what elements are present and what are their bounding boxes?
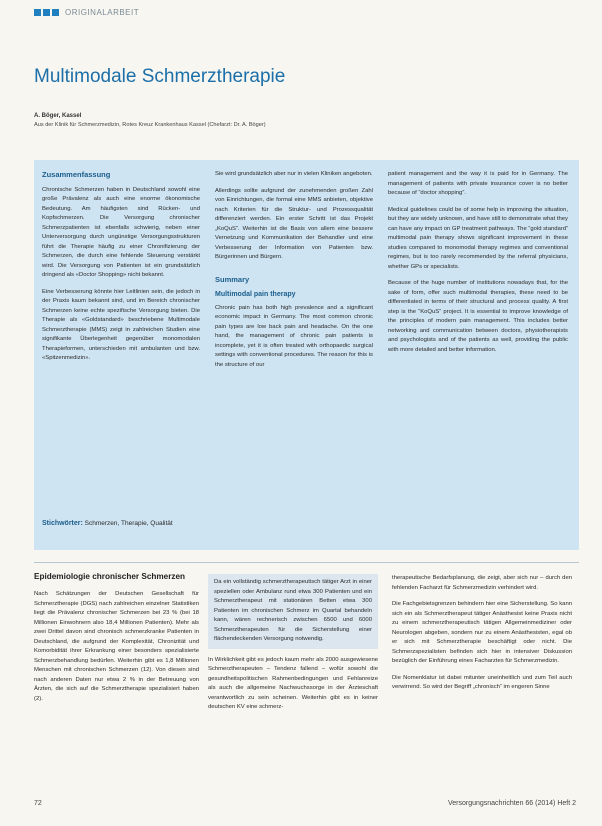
article-title: Multimodale Schmerztherapie (34, 66, 286, 87)
summary-subheading: Multimodal pain therapy (215, 291, 296, 298)
body-column-2 (208, 574, 378, 720)
abstract-german-continued (215, 170, 373, 377)
summary-heading: Summary (215, 274, 250, 284)
summary-paragraph: Medical guidelines could be of some help in improving the situation, but they are widely unknown, and have still to demonstrate what they can have any impact on GP treatment pathways. The “gold standard” multimodal pain therapy shows significant improvement in these studies compared to monomodal therapy regimes and conventional regimes, but is too rarely recommended by the referral physicians, whether GPs or specialists. (388, 206, 568, 270)
info-box-text: Da ein vollständig schmerztherapeutisch tätiger Arzt in einer speziellen oder Ambulanz rund etwa 300 Patienten und ein Schmerztherapeut mit stationären Betten etwa 300 Patienten im chronischen Schmerz im Quartal behandeln kann, wären rechnerisch zwischen 6500 und 6000 Schmerztherapeuten für die Sicherstellung einer flächendeckenden Versorgung notwendig. (214, 579, 372, 642)
body-paragraph: In Wirklichkeit gibt es jedoch kaum mehr als 2000 ausgewiesene Schmerztherapeuten – Tendenz fallend – wofür sowohl die gesundheitspolitischen Rahmenbedingungen und Fehlanreize als auch die allgemeine Nachwuchssorge in der Ärzteschaft verantwortlich zu sein scheinen. Weiterhin gibt es in keiner deutschen KV eine schmerz- (208, 656, 378, 710)
info-box (208, 574, 378, 649)
abstract-paragraph: Sie wird grundsätzlich aber nur in vielen Kliniken angeboten. (215, 171, 373, 177)
header-square-icon (52, 9, 59, 16)
keywords-value: Schmerzen, Therapie, Qualität (84, 520, 173, 527)
summary-paragraph: Chronic pain has both high prevalence and a significant economic impact in Germany. The most common chronic pain types are low back pain and headache. On the one hand, the management of chronic pain patients is incomplete, yet it is often treated with orthopaedic surgical settings with conventional procedures. The reason for this is the structure of our (215, 304, 373, 368)
body-paragraph: therapeutische Bedarfsplanung, die zeigt, aber sich nur – durch den fehlenden Facharzt für Schmerzmedizin verhindert wird. (392, 575, 572, 591)
article-affiliation: Aus der Klinik für Schmerzmedizin, Rotes Kreuz Krankenhaus Kassel (Chefarzt: Dr. A. Böger) (34, 122, 266, 128)
section-header (34, 8, 139, 17)
summary-paragraph: patient management and the way it is paid for in Germany. The management of patients with private insurance cover is no better because of “doctor shopping”. (388, 171, 568, 196)
abstract-paragraph: Eine Verbesserung könnte hier Leitlinien sein, die jedoch in der Praxis kaum bekannt sind, und im Bereich chronischer Schmerzen keine echte spezifische Versorgung bieten. Die Therapie als «Goldstandard» beschriebene Multimodale Schmerztherapie (MMS) zeigt in zahlreichen Studien eine signifikante Überlegenheit gegenüber monomodalen Therapieformen, unterschieden mit ambulanten und bzw. «Spitzenmedizin». (42, 288, 200, 361)
article-authors: A. Böger, Kassel (34, 113, 82, 119)
section-label: ORIGINALARBEIT (65, 8, 140, 17)
keywords-label: Stichwörter: (42, 520, 83, 527)
summary-paragraph: Because of the huge number of institutions nowadays that, for the sake of form, offer such multimodal therapies, these need to be differentiated in terms of their structural and process quality. A first step is the “KoQuS” project. It is essential to improve knowledge of the principles of modern pain management. This includes better networking and communication between doctors, physiotherapists and psychologists and of the patients as well, providing the public with more detailed and better information. (388, 280, 568, 353)
page-number: 72 (34, 800, 42, 807)
abstract-paragraph: Chronische Schmerzen haben in Deutschland sowohl eine große Prävalenz als auch eine enorme ökonomische Bedeutung. Am häufigsten sind Rücken- und Kopfschmerzen. Die Versorgung chronischer Schmerzpatienten ist ebenfalls schwierig, neben einer Unterversorgung durch ungünstige Versorgungsstrukturen führt die Therapie häufig zu einer Chronifizierung der Schmerzen, die durch eine fehlende Steuerung verstärkt wird. Die Versorgung von Patienten ist ein grundsätzlich dringend als «Doctor Shopping» nicht bekannt. (42, 186, 200, 278)
abstract-paragraph: Allerdings sollte aufgrund der zunehmenden großen Zahl von Einrichtungen, die formal eine MMS anbieten, objektive nach Kriterien für die Struktur- und Prozessqualität differenziert werden. Ein erster Schritt ist das Projekt „KoQuS“. Weiterhin ist die Basis von allem eine bessere Vernetzung und Kommunikation der Behandler und eine Verbesserung der Information von Patienten bzw. Bürgerinnen und Bürgern. (215, 187, 373, 260)
section-heading: Epidemiologie chronischer Schmerzen (34, 572, 186, 581)
keywords (42, 520, 173, 527)
header-square-icon (34, 9, 41, 16)
abstract-heading: Zusammenfassung (42, 170, 111, 179)
body-paragraph: Die Nomenklatur ist dabei mitunter uneinheitlich und zum Teil auch verwirrend. So wird der Begriff „chronisch“ im engeren Sinne (392, 674, 572, 690)
abstract-english-continued (388, 170, 568, 362)
body-column-1 (34, 572, 199, 711)
body-paragraph: Die Fachgebietsgrenzen behindern hier eine Sicherstellung. So kann sich ein als Schmerztherapeut tätiger Anästhesist keine Praxis nicht zu einem schmerztherapeutisch tätigen Allgemeinmediziner oder Neurologen abgeben, sondern nur zu einem Anästhesisten, egal ob er sich mit Schmerztherapie beschäftigt oder nicht. Die Schmerzspezialisten befinden sich hier in intensiver Diskussion bezüglich der Einführung eines Facharztes für Schmerzmedizin. (392, 601, 572, 664)
body-paragraph: Nach Schätzungen der Deutschen Gesellschaft für Schmerztherapie (DGS) nach zahlreichen einzelner Statistiken liegt die Prävalenz chronischer Schmerzen bei 23 % (bei 18 Millionen Einwohnern also 18,4 Millionen Patienten). Mehr als zwei Drittel davon sind chronisch schmerzkranke Patienten in Deutschland, die aufgrund der Komplexität, Chronizität und Komorbidität ihrer Erkrankung einer besonders spezialisierte Schmerzbehandlung bedürfen. Weiterhin gibt es 1,8 Millionen Menschen mit chronischen Schmerzen (12). Von diesen sind nach anderen Daten nur etwa 2 % in der Betreuung von Ärzten, die sich auf die Schmerztherapie spezialisiert haben (2). (34, 591, 199, 702)
abstract-german (42, 170, 200, 371)
header-square-icon (43, 9, 50, 16)
journal-reference: Versorgungsnachrichten 66 (2014) Heft 2 (447, 800, 576, 807)
section-divider (34, 562, 579, 563)
body-column-3 (392, 574, 572, 700)
